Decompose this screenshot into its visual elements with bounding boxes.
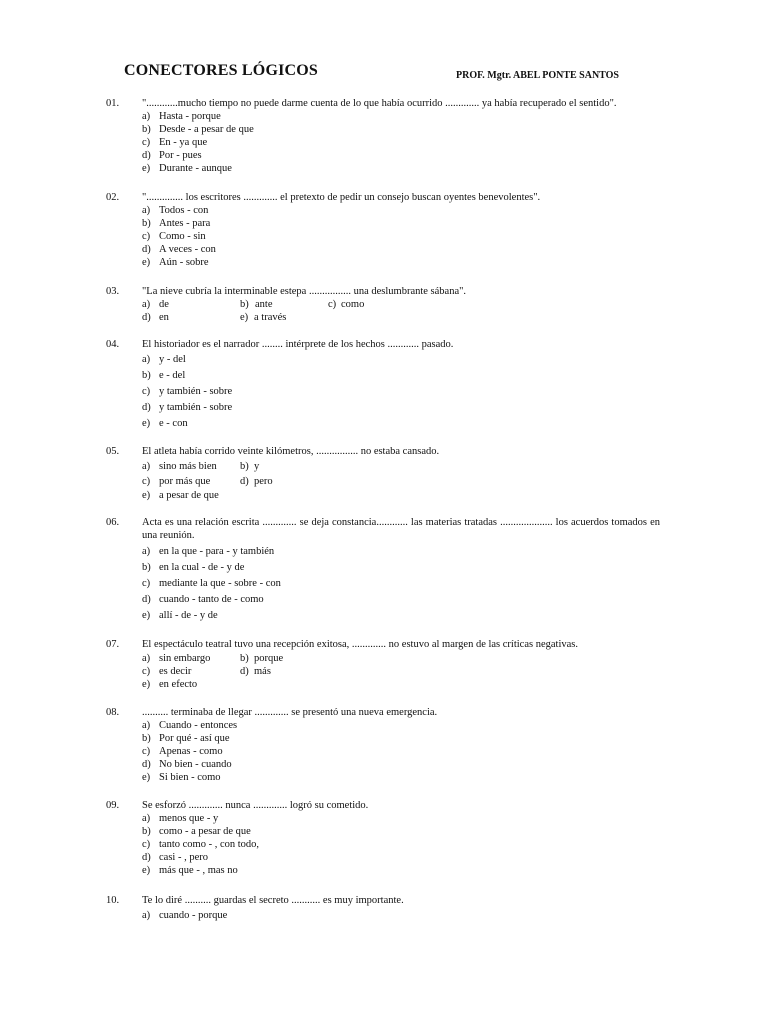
option-b[interactable]: b) Antes - para (142, 218, 211, 229)
question-number: 07. (106, 639, 120, 650)
question-number: 09. (106, 800, 120, 811)
option-c[interactable]: c) Apenas - como (142, 746, 223, 757)
option-b-letter: b) (240, 461, 249, 472)
option-c-letter: c) (142, 476, 151, 487)
option-b-letter: b) (240, 653, 249, 664)
question-stem: El atleta había corrido veinte kilómetros, ................ no estaba cansado. (142, 446, 440, 457)
option-c[interactable]: c) mediante la que - sobre - con (142, 578, 281, 589)
option-e[interactable]: e) e - con (142, 418, 188, 429)
option-d[interactable]: en (159, 312, 169, 323)
question-stem: .......... terminaba de llegar ............. se presentó una nueva emergencia. (142, 707, 438, 718)
question-number: 04. (106, 339, 120, 350)
option-b[interactable]: b) Desde - a pesar de que (142, 124, 254, 135)
option-e[interactable]: e) Aún - sobre (142, 257, 209, 268)
option-a[interactable]: a) en la que - para - y también (142, 546, 275, 557)
option-b[interactable]: b) en la cual - de - y de (142, 562, 245, 573)
option-e[interactable]: e) más que - , mas no (142, 865, 238, 876)
option-c[interactable]: por más que (159, 476, 211, 487)
question-stem: ".............. los escritores ............. el pretexto de pedir un consejo buscan oyentes benevolentes". (142, 192, 541, 203)
question-number: 06. (106, 517, 120, 528)
question-number: 08. (106, 707, 120, 718)
option-c[interactable]: c) tanto como - , con todo, (142, 839, 260, 850)
option-b[interactable]: y (254, 461, 260, 472)
question-stem: Acta es una relación escrita ............. se deja constancia............ las materias tratadas .................... los acuerdos tomados en una reunión. (142, 517, 660, 541)
question-number: 03. (106, 286, 120, 297)
option-d-letter: d) (142, 312, 151, 323)
question-stem: Te lo diré .......... guardas el secreto ........... es muy importante. (142, 895, 404, 906)
option-d-letter: d) (240, 666, 249, 677)
question-number: 02. (106, 192, 120, 203)
question-number: 10. (106, 895, 120, 906)
option-b-letter: b) (240, 299, 249, 310)
option-a[interactable]: sino más bien (159, 461, 217, 472)
option-d[interactable]: d) A veces - con (142, 244, 216, 255)
option-a[interactable]: a) y - del (142, 354, 186, 365)
option-e[interactable]: e) Si bien - como (142, 772, 221, 783)
option-e-letter: e) (142, 490, 151, 501)
option-e-letter: e) (142, 679, 151, 690)
option-c[interactable]: c) En - ya que (142, 137, 208, 148)
question-stem: "La nieve cubría la interminable estepa ................ una deslumbrante sábana". (142, 286, 467, 297)
option-c[interactable]: c) y también - sobre (142, 386, 233, 397)
option-c[interactable]: c) Como - sin (142, 231, 206, 242)
question-stem: El espectáculo teatral tuvo una recepción exitosa, ............. no estuvo al margen de las críticas negativas. (142, 639, 578, 650)
option-b[interactable]: ante (255, 299, 273, 310)
option-a[interactable]: a) Todos - con (142, 205, 209, 216)
option-c[interactable]: es decir (159, 666, 192, 677)
option-c-letter: c) (142, 666, 151, 677)
option-b[interactable]: b) e - del (142, 370, 186, 381)
option-a[interactable]: a) menos que - y (142, 813, 219, 824)
option-a[interactable]: a) cuando - porque (142, 910, 228, 921)
question-number: 01. (106, 98, 120, 109)
option-a[interactable]: sin embargo (159, 653, 211, 664)
option-a[interactable]: a) Hasta - porque (142, 111, 221, 122)
option-b[interactable]: b) como - a pesar de que (142, 826, 251, 837)
option-d[interactable]: d) y también - sobre (142, 402, 233, 413)
author-label: PROF. Mgtr. ABEL PONTE SANTOS (456, 70, 619, 81)
page-title: CONECTORES LÓGICOS (124, 62, 319, 79)
option-e[interactable]: en efecto (159, 679, 198, 690)
option-e[interactable]: e) Durante - aunque (142, 163, 232, 174)
option-a[interactable]: a) Cuando - entonces (142, 720, 238, 731)
option-a[interactable]: de (159, 299, 169, 310)
question-stem: "............mucho tiempo no puede darme cuenta de lo que había ocurrido ............. ya había recuperado el sentido". (142, 98, 617, 109)
option-b[interactable]: porque (254, 653, 284, 664)
option-d[interactable]: pero (254, 476, 273, 487)
option-d-letter: d) (240, 476, 249, 487)
option-e[interactable]: a través (254, 312, 287, 323)
option-d[interactable]: d) Por - pues (142, 150, 202, 161)
question-stem: El historiador es el narrador ........ intérprete de los hechos ............ pasado. (142, 339, 454, 350)
option-b[interactable]: b) Por qué - así que (142, 733, 230, 744)
question-stem: Se esforzó ............. nunca ............. logró su cometido. (142, 800, 369, 811)
option-e-letter: e) (240, 312, 249, 323)
option-d[interactable]: d) cuando - tanto de - como (142, 594, 264, 605)
question-number: 05. (106, 446, 120, 457)
option-a-letter: a) (142, 461, 151, 472)
option-c[interactable]: como (341, 299, 365, 310)
option-d[interactable]: d) casi - , pero (142, 852, 208, 863)
option-c-letter: c) (328, 299, 337, 310)
option-a-letter: a) (142, 299, 151, 310)
option-e[interactable]: a pesar de que (159, 490, 219, 501)
option-e[interactable]: e) allí - de - y de (142, 610, 218, 621)
option-a-letter: a) (142, 653, 151, 664)
option-d[interactable]: d) No bien - cuando (142, 759, 232, 770)
option-d[interactable]: más (254, 666, 271, 677)
